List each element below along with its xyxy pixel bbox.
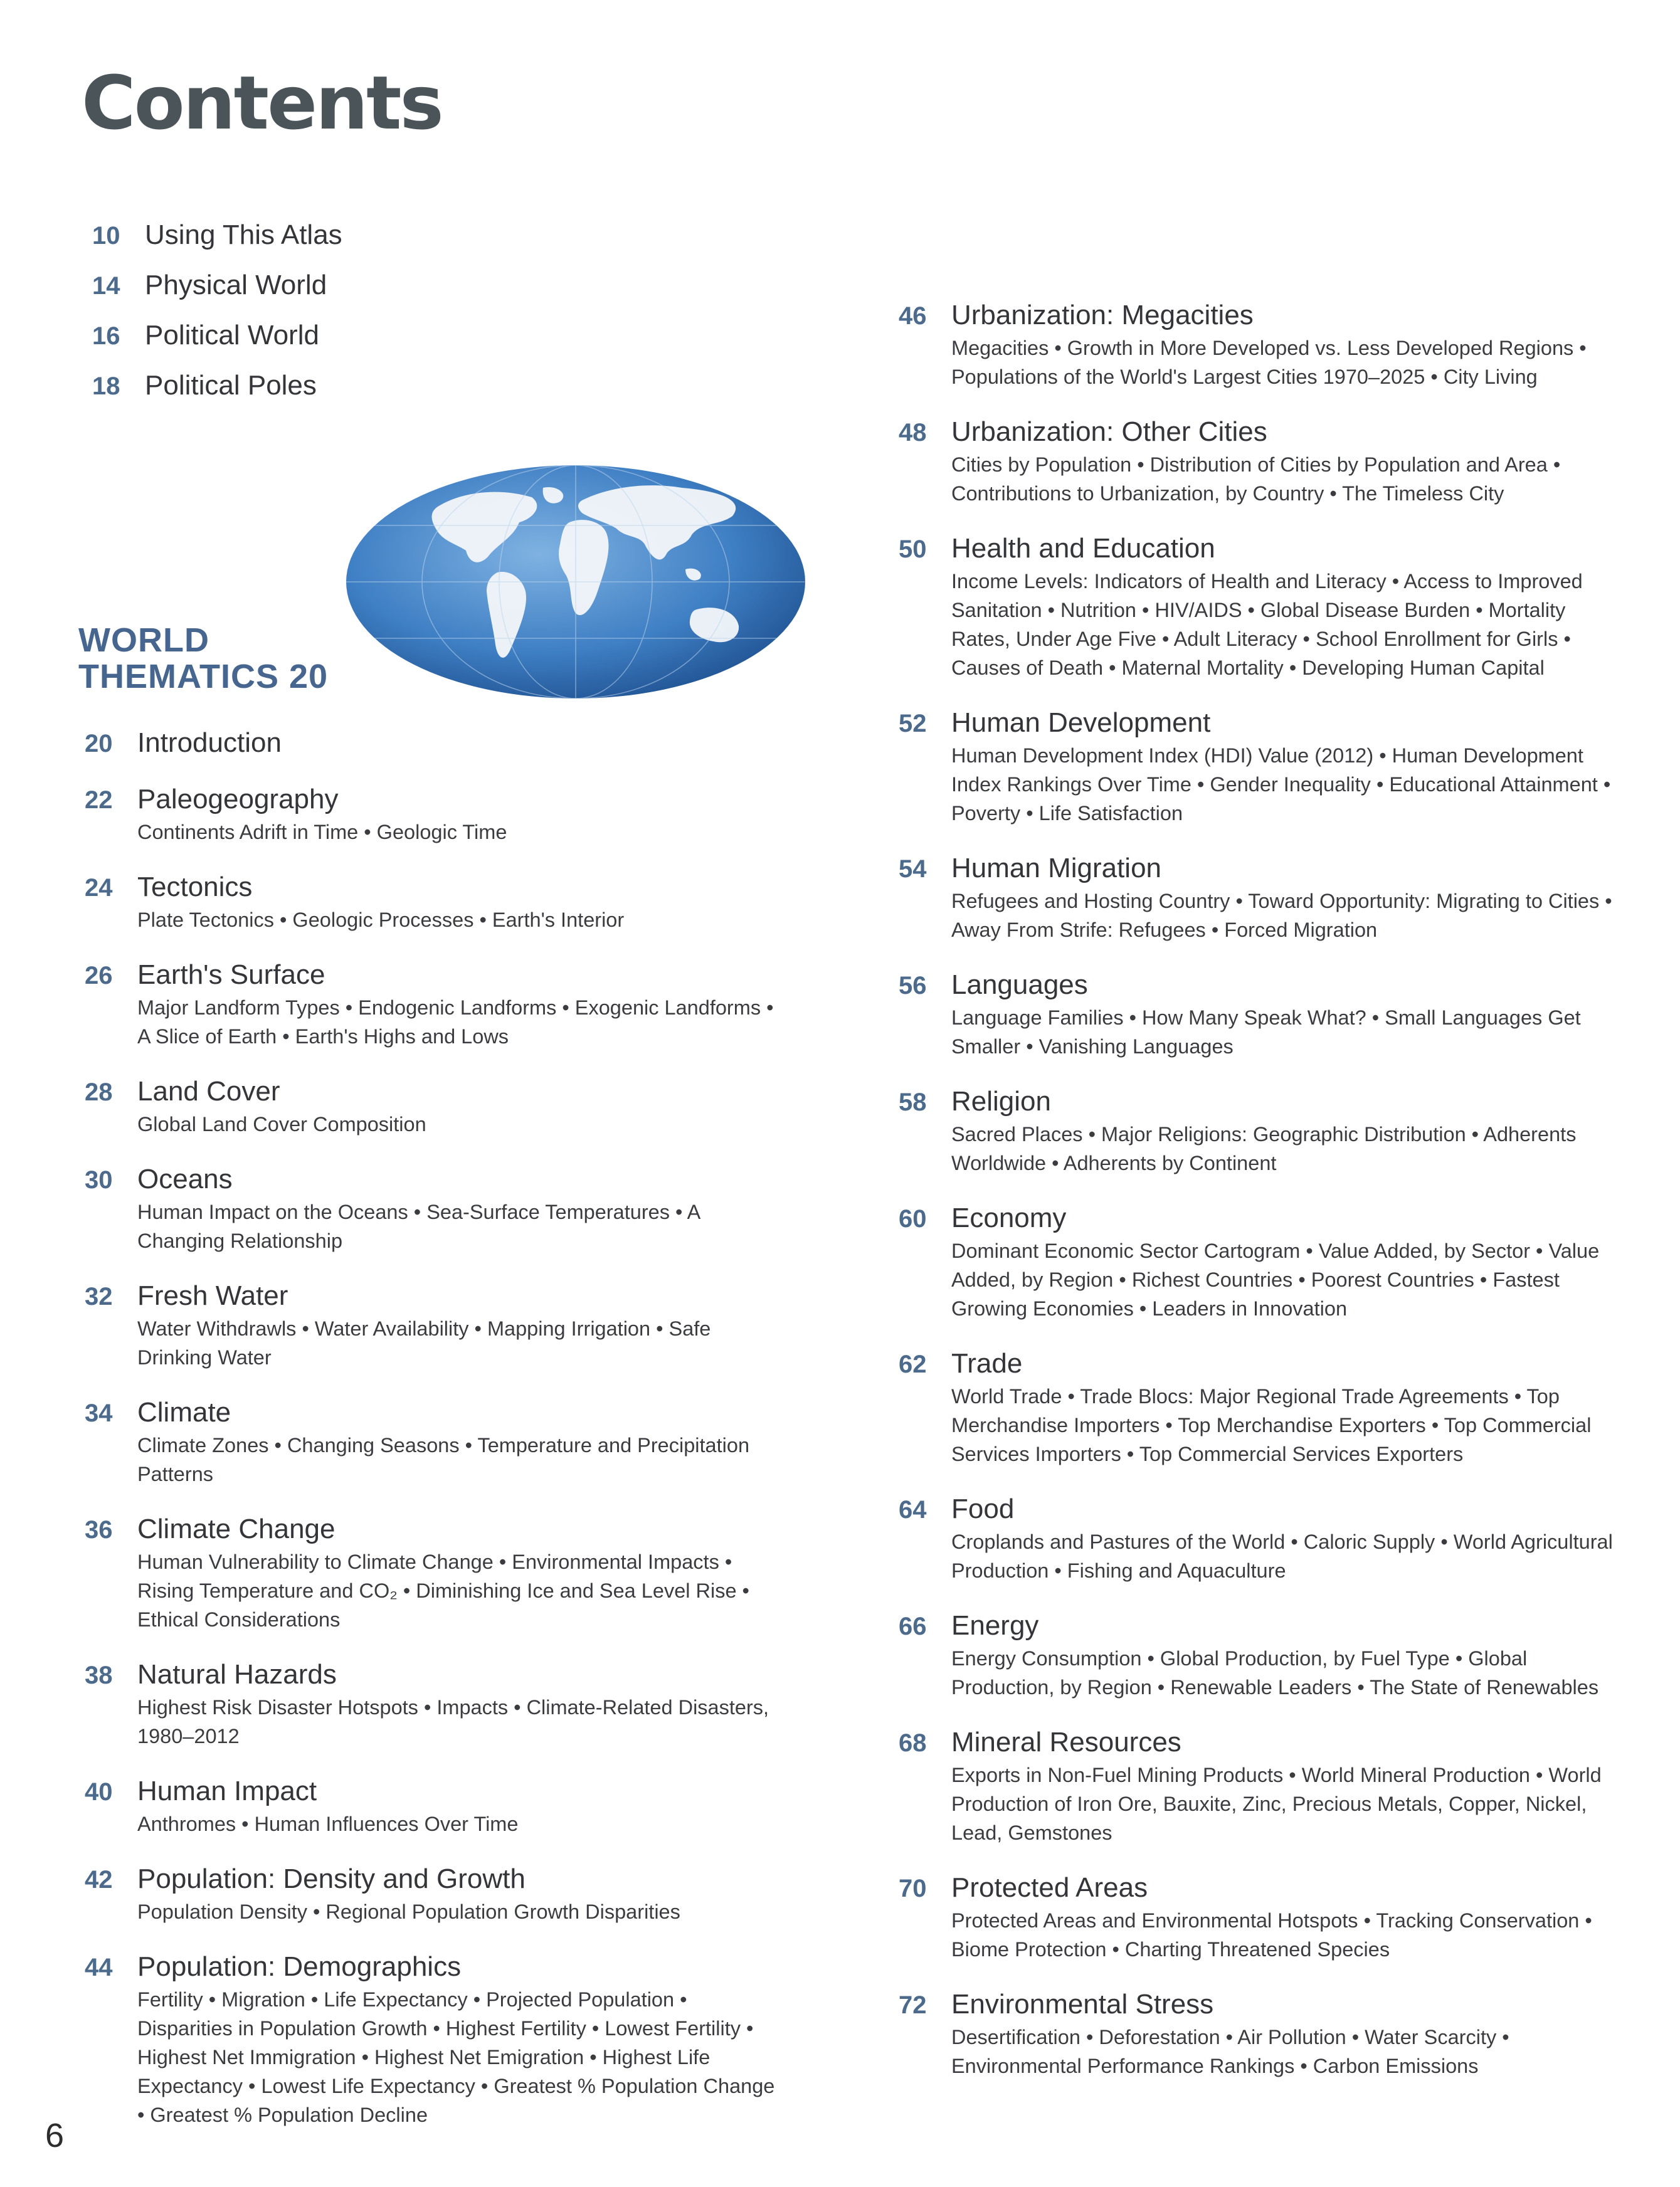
front-matter-list — [92, 219, 443, 420]
toc-entry-heading — [85, 1514, 787, 1545]
toc-entry[interactable] — [85, 1659, 787, 1751]
toc-page-number: 16 — [92, 322, 120, 350]
toc-entry-topics: World Trade • Trade Blocs: Major Regional Trade Agreements • Top Merchandise Importers • Top Merchandise Exporters • Top Commercial Services Importers • Top Commercial Services Exporters — [951, 1385, 1592, 1465]
toc-entry-heading — [899, 1610, 1614, 1642]
toc-entry-heading — [899, 853, 1614, 884]
toc-entry-heading — [899, 533, 1614, 564]
toc-entry-title: Physical World — [145, 270, 327, 300]
toc-page-number: 10 — [92, 222, 120, 250]
toc-page-number: 22 — [85, 786, 113, 814]
toc-entry-topics: Climate Zones • Changing Seasons • Temperature and Precipitation Patterns — [137, 1434, 750, 1485]
toc-page-number: 46 — [899, 302, 927, 330]
toc-entry-title: Economy — [951, 1203, 1067, 1233]
toc-entry[interactable] — [92, 270, 443, 301]
toc-entry[interactable] — [899, 1494, 1614, 1585]
toc-page-number: 60 — [899, 1205, 927, 1233]
toc-entry-title: Food — [951, 1494, 1015, 1524]
toc-entry[interactable] — [899, 300, 1614, 391]
toc-entry-heading — [85, 1659, 787, 1690]
toc-entry[interactable] — [85, 1951, 787, 2129]
toc-entry-topics: Human Vulnerability to Climate Change • Environmental Impacts • Rising Temperature and CO₂ • Diminishing Ice and Sea Level Rise • Ethical Considerations — [137, 1551, 749, 1631]
toc-entry-title: Oceans — [137, 1164, 233, 1194]
toc-entry-title: Mineral Resources — [951, 1727, 1181, 1758]
toc-page-number: 70 — [899, 1875, 927, 1902]
toc-entry-title: Human Migration — [951, 853, 1162, 883]
toc-entry-topics: Desertification • Deforestation • Air Pollution • Water Scarcity • Environmental Performance Rankings • Carbon Emissions — [951, 2026, 1509, 2077]
toc-entry[interactable] — [85, 1280, 787, 1372]
toc-page-number: 14 — [92, 272, 120, 300]
toc-page-number: 48 — [899, 419, 927, 446]
toc-entry-heading — [899, 1989, 1614, 2020]
world-thematics-list-left — [85, 727, 787, 2154]
toc-entry-topics: Exports in Non-Fuel Mining Products • World Mineral Production • World Production of Iron Ore, Bauxite, Zinc, Precious Metals, Copper, Nickel, Lead, Gemstones — [951, 1764, 1602, 1844]
toc-entry-title: Health and Education — [951, 533, 1215, 564]
toc-entry-title: Land Cover — [137, 1076, 280, 1107]
toc-page-number: 18 — [92, 372, 120, 400]
toc-entry-heading — [92, 370, 443, 401]
toc-entry[interactable] — [85, 1863, 787, 1926]
toc-entry[interactable] — [899, 853, 1614, 944]
toc-entry-heading — [85, 1951, 787, 1983]
toc-entry[interactable] — [899, 533, 1614, 682]
toc-entry-heading — [899, 300, 1614, 331]
toc-entry[interactable] — [899, 1872, 1614, 1964]
toc-entry[interactable] — [85, 784, 787, 846]
toc-entry-heading — [85, 1776, 787, 1807]
toc-entry-title: Religion — [951, 1086, 1051, 1117]
page-number: 6 — [45, 2117, 65, 2154]
toc-page-number: 50 — [899, 535, 927, 563]
toc-entry-title: Political World — [145, 320, 319, 350]
toc-page-number: 28 — [85, 1078, 113, 1106]
toc-entry-heading — [85, 1863, 787, 1895]
toc-entry-heading — [92, 270, 443, 301]
toc-entry-heading — [85, 1397, 787, 1428]
toc-entry-heading — [85, 1280, 787, 1312]
toc-entry-topics: Protected Areas and Environmental Hotspots • Tracking Conservation • Biome Protection • Charting Threatened Species — [951, 1909, 1592, 1961]
toc-entry[interactable] — [899, 707, 1614, 828]
toc-entry-heading — [85, 784, 787, 815]
toc-entry[interactable] — [92, 370, 443, 401]
toc-entry-topics: Highest Risk Disaster Hotspots • Impacts • Climate-Related Disasters, 1980–2012 — [137, 1696, 769, 1747]
toc-page-number: 20 — [85, 730, 113, 757]
toc-entry[interactable] — [85, 1397, 787, 1489]
toc-entry-heading — [899, 416, 1614, 448]
toc-entry[interactable] — [899, 969, 1614, 1061]
toc-entry[interactable] — [899, 1610, 1614, 1702]
toc-entry-topics: Energy Consumption • Global Production, by Fuel Type • Global Production, by Region • Renewable Leaders • The State of Renewables — [951, 1647, 1599, 1699]
toc-entry-heading — [899, 1872, 1614, 1904]
toc-entry[interactable] — [899, 416, 1614, 508]
toc-entry-title: Protected Areas — [951, 1872, 1148, 1903]
toc-entry-title: Fresh Water — [137, 1280, 288, 1311]
toc-entry[interactable] — [85, 1514, 787, 1634]
toc-page-number: 56 — [899, 972, 927, 999]
toc-entry-topics: Population Density • Regional Population Growth Disparities — [137, 1900, 680, 1923]
toc-entry-heading — [85, 1076, 787, 1107]
toc-entry-heading — [85, 1164, 787, 1195]
toc-entry-title: Paleogeography — [137, 784, 339, 814]
world-thematics-list-right — [899, 300, 1614, 2105]
toc-page-number: 26 — [85, 962, 113, 989]
toc-entry-heading — [899, 969, 1614, 1001]
toc-entry-title: Population: Density and Growth — [137, 1863, 526, 1894]
toc-entry-title: Languages — [951, 969, 1088, 1000]
world-map-globe-icon — [344, 463, 808, 701]
toc-entry-topics: Human Impact on the Oceans • Sea-Surface Temperatures • A Changing Relationship — [137, 1201, 700, 1252]
toc-entry-topics: Dominant Economic Sector Cartogram • Value Added, by Sector • Value Added, by Region • Richest Countries • Poorest Countries • Fastest Growing Economies • Leaders in Innovation — [951, 1240, 1600, 1320]
toc-page-number: 32 — [85, 1283, 113, 1310]
toc-entry[interactable] — [85, 727, 787, 759]
toc-page-number: 64 — [899, 1496, 927, 1524]
toc-entry-title: Using This Atlas — [145, 219, 342, 250]
toc-entry-heading — [85, 727, 787, 759]
toc-entry-title: Earth's Surface — [137, 959, 325, 990]
toc-page-number: 40 — [85, 1778, 113, 1806]
toc-entry-title: Energy — [951, 1610, 1039, 1641]
toc-entry-topics: Anthromes • Human Influences Over Time — [137, 1813, 519, 1835]
toc-entry-title: Human Impact — [137, 1776, 317, 1806]
toc-entry-title: Population: Demographics — [137, 1951, 462, 1982]
toc-entry[interactable] — [899, 1989, 1614, 2080]
toc-page-number: 54 — [899, 855, 927, 883]
toc-entry-topics: Language Families • How Many Speak What? • Small Languages Get Smaller • Vanishing Languages — [951, 1006, 1581, 1058]
toc-entry-title: Tectonics — [137, 872, 253, 902]
section-heading-line1: WORLD — [78, 621, 209, 659]
toc-entry-title: Climate Change — [137, 1514, 335, 1544]
toc-page-number: 36 — [85, 1516, 113, 1544]
toc-entry-topics: Global Land Cover Composition — [137, 1113, 426, 1136]
toc-page-number: 30 — [85, 1166, 113, 1194]
toc-entry-title: Political Poles — [145, 370, 317, 401]
toc-entry[interactable] — [85, 1164, 787, 1255]
toc-entry-title: Urbanization: Other Cities — [951, 416, 1267, 447]
toc-entry-heading — [899, 1086, 1614, 1117]
toc-page-number: 58 — [899, 1088, 927, 1116]
toc-entry[interactable] — [899, 1727, 1614, 1847]
toc-entry-heading — [899, 707, 1614, 739]
toc-entry-heading — [899, 1348, 1614, 1379]
toc-entry-heading — [899, 1727, 1614, 1758]
section-heading-line2: THEMATICS 20 — [78, 658, 329, 695]
section-heading — [78, 622, 328, 695]
toc-entry-heading — [92, 219, 443, 251]
toc-entry-heading — [899, 1203, 1614, 1234]
toc-page-number: 44 — [85, 1954, 113, 1981]
toc-entry[interactable] — [899, 1203, 1614, 1323]
toc-entry-topics: Human Development Index (HDI) Value (2012) • Human Development Index Rankings Over Time • Gender Inequality • Educational Attainment • Poverty • Life Satisfaction — [951, 744, 1611, 825]
toc-page-number: 38 — [85, 1662, 113, 1689]
toc-entry-topics: Continents Adrift in Time • Geologic Time — [137, 821, 507, 843]
toc-entry[interactable] — [85, 959, 787, 1051]
toc-entry-topics: Income Levels: Indicators of Health and Literacy • Access to Improved Sanitation • Nutrition • HIV/AIDS • Global Disease Burden • Mortality Rates, Under Age Five • Adult Literacy • School Enrollment for Girls • Causes of Death • Maternal Mortality • Developing Human Capital — [951, 570, 1583, 679]
toc-page-number: 72 — [899, 1991, 927, 2019]
toc-entry-topics: Water Withdrawls • Water Availability • Mapping Irrigation • Safe Drinking Water — [137, 1317, 711, 1369]
toc-entry-title: Urbanization: Megacities — [951, 300, 1254, 330]
toc-entry-title: Introduction — [137, 727, 282, 758]
toc-entry[interactable] — [92, 320, 443, 351]
toc-entry-heading — [899, 1494, 1614, 1525]
toc-page-number: 34 — [85, 1399, 113, 1427]
toc-entry-topics: Refugees and Hosting Country • Toward Opportunity: Migrating to Cities • Away From Strife: Refugees • Forced Migration — [951, 890, 1612, 941]
toc-entry[interactable] — [899, 1348, 1614, 1468]
toc-entry[interactable] — [85, 1776, 787, 1838]
toc-entry[interactable] — [92, 219, 443, 251]
toc-page-number: 42 — [85, 1866, 113, 1894]
toc-entry[interactable] — [85, 1076, 787, 1139]
toc-page-number: 52 — [899, 710, 927, 737]
toc-entry-topics: Major Landform Types • Endogenic Landforms • Exogenic Landforms • A Slice of Earth • Earth's Highs and Lows — [137, 996, 774, 1048]
toc-entry-topics: Sacred Places • Major Religions: Geographic Distribution • Adherents Worldwide • Adherents by Continent — [951, 1123, 1577, 1174]
toc-page-number: 66 — [899, 1613, 927, 1640]
toc-entry-heading — [85, 959, 787, 991]
toc-entry-title: Climate — [137, 1397, 231, 1428]
toc-entry-topics: Megacities • Growth in More Developed vs. Less Developed Regions • Populations of the World's Largest Cities 1970–2025 • City Living — [951, 337, 1587, 388]
toc-entry-topics: Cities by Population • Distribution of Cities by Population and Area • Contributions to Urbanization, by Country • The Timeless City — [951, 453, 1561, 505]
toc-entry-heading — [85, 872, 787, 903]
toc-entry-title: Environmental Stress — [951, 1989, 1214, 2020]
toc-entry[interactable] — [899, 1086, 1614, 1178]
toc-entry-topics: Croplands and Pastures of the World • Caloric Supply • World Agricultural Production • Fishing and Aquaculture — [951, 1531, 1613, 1582]
toc-entry-title: Natural Hazards — [137, 1659, 337, 1690]
toc-entry-topics: Plate Tectonics • Geologic Processes • Earth's Interior — [137, 909, 625, 931]
toc-entry-title: Human Development — [951, 707, 1211, 738]
page-title: Contents — [82, 60, 442, 146]
toc-entry-heading — [92, 320, 443, 351]
toc-entry[interactable] — [85, 872, 787, 934]
toc-page-number: 68 — [899, 1729, 927, 1757]
toc-page-number: 24 — [85, 874, 113, 902]
toc-entry-topics: Fertility • Migration • Life Expectancy • Projected Population • Disparities in Population Growth • Highest Fertility • Lowest Fertility • Highest Net Immigration • Highest Net Emigration • Highest Life Expectancy • Lowest Life Expectancy • Greatest % Population Change • Greatest % Population Decline — [137, 1988, 775, 2126]
toc-entry-title: Trade — [951, 1348, 1023, 1379]
toc-page-number: 62 — [899, 1351, 927, 1378]
